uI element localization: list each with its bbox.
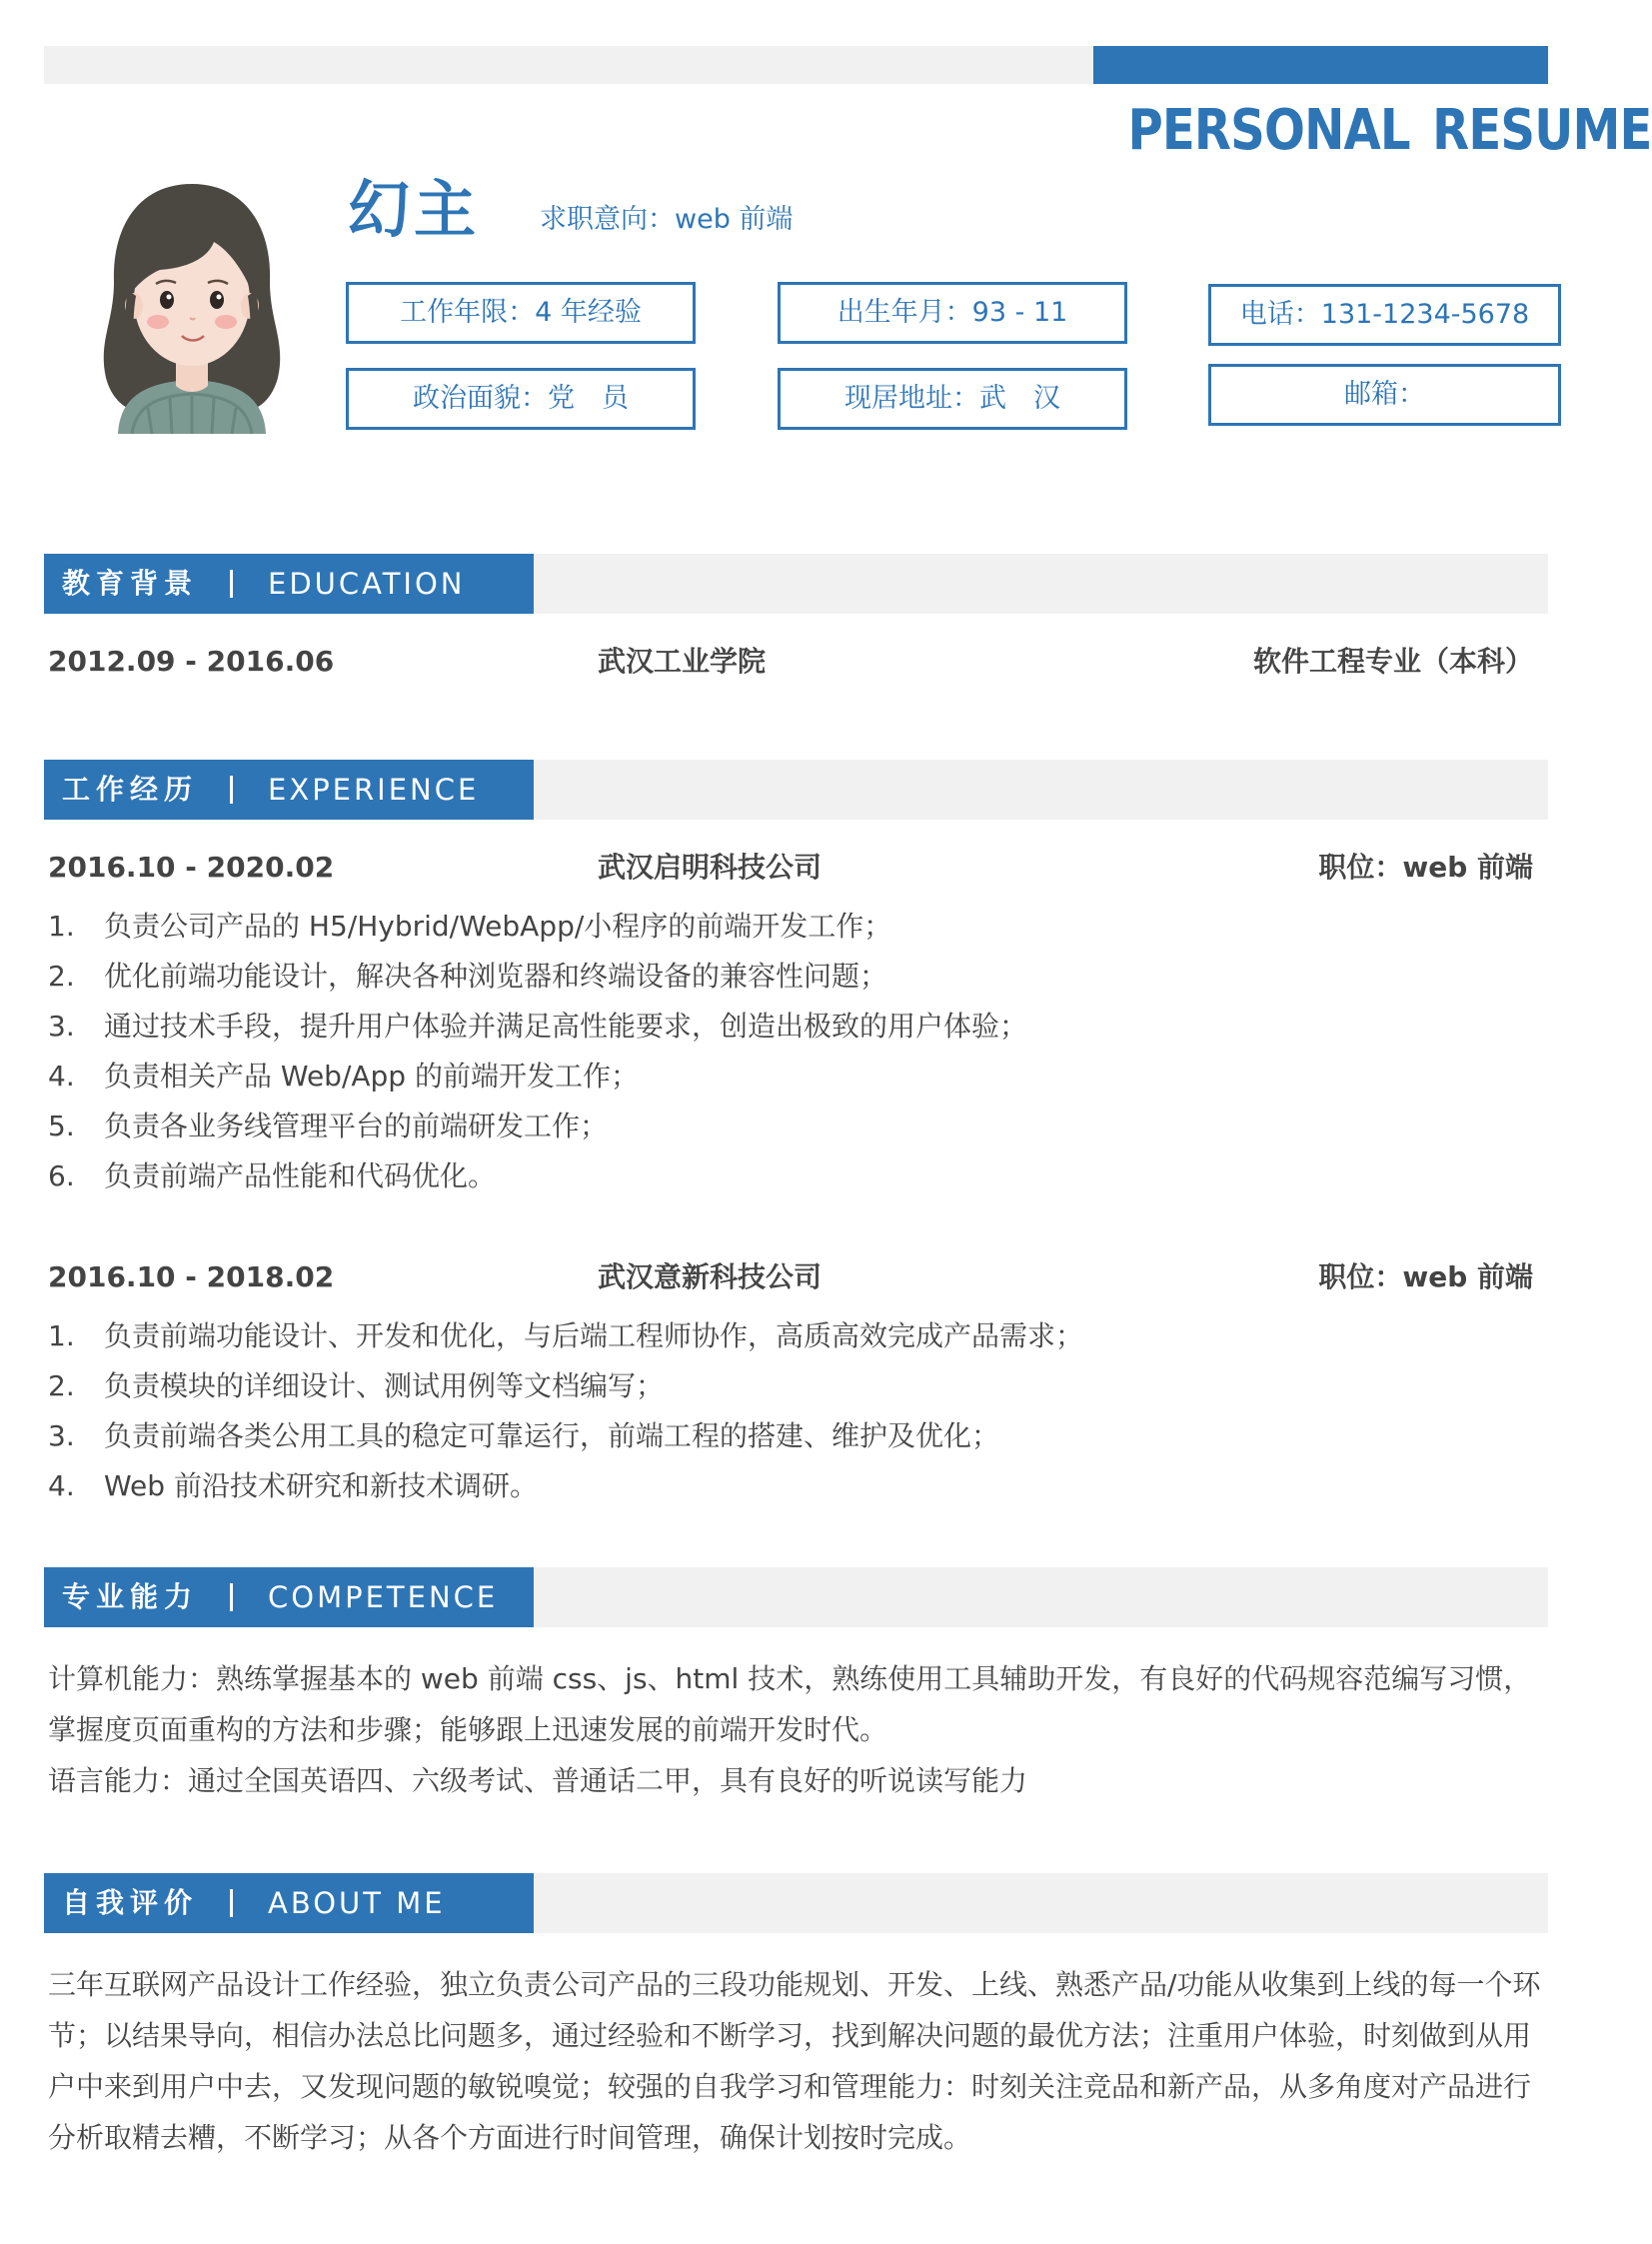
section-title-en: COMPETENCE [268, 1580, 499, 1614]
list-number: 1. [48, 1319, 75, 1352]
job-period: 2016.10 - 2018.02 [48, 1260, 335, 1293]
section-competence [44, 1567, 1548, 1627]
list-text: 优化前端功能设计，解决各种浏览器和终端设备的兼容性问题； [104, 960, 888, 993]
list-number: 2. [48, 1369, 75, 1402]
list-number: 5. [48, 1110, 75, 1142]
list-text: 负责前端功能设计、开发和优化，与后端工程师协作，高质高效完成产品需求； [104, 1319, 1084, 1352]
list-number: 4. [48, 1469, 75, 1502]
list-text: 负责相关产品 Web/App 的前端开发工作； [104, 1060, 639, 1093]
info-politics: 政治面貌：党 员 [346, 368, 696, 430]
list-number: 3. [48, 1419, 75, 1452]
job-period: 2016.10 - 2020.02 [48, 851, 335, 884]
list-item [48, 1102, 608, 1151]
job-intent: 求职意向：web 前端 [540, 204, 794, 235]
section-title-en: EDUCATION [268, 567, 466, 601]
list-number: 1. [48, 910, 75, 943]
list-number: 6. [48, 1159, 75, 1192]
info-email: 邮箱： [1208, 364, 1561, 426]
resume-title-right: RESUME [1432, 98, 1652, 163]
list-text: 负责公司产品的 H5/Hybrid/WebApp/小程序的前端开发工作； [104, 910, 892, 943]
list-item [48, 1411, 999, 1461]
list-item [48, 1361, 664, 1411]
section-title-cn: 教育背景 [62, 567, 199, 600]
competence-computer: 计算机能力：熟练掌握基本的 web 前端 css、js、html 技术，熟练使用工具辅助开发，有良好的代码规容范编写习惯，掌握度页面重构的方法和步骤；能够跟上迅速发展的前端开发时代。 [48, 1662, 1532, 1746]
section-about [44, 1873, 1548, 1933]
section-divider [230, 1583, 233, 1611]
list-text: 负责各业务线管理平台的前端研发工作； [104, 1110, 609, 1142]
section-divider [230, 776, 233, 804]
list-item [48, 952, 887, 1002]
info-experience-years: 工作年限：4 年经验 [346, 282, 696, 344]
job-company: 武汉意新科技公司 [598, 1260, 823, 1293]
section-education-tab [44, 554, 534, 614]
job-position: 职位：web 前端 [1318, 851, 1533, 884]
info-phone: 电话：131-1234-5678 [1208, 284, 1561, 346]
list-text: Web 前沿技术研究和新技术调研。 [104, 1469, 538, 1502]
list-text: 负责前端各类公用工具的稳定可靠运行，前端工程的搭建、维护及优化； [104, 1419, 1000, 1452]
list-text: 负责模块的详细设计、测试用例等文档编写； [104, 1369, 665, 1402]
section-title-cn: 自我评价 [62, 1886, 199, 1919]
list-item [48, 1311, 1083, 1361]
list-item [48, 1461, 538, 1511]
education-school: 武汉工业学院 [598, 645, 767, 678]
section-experience [44, 760, 1548, 820]
list-item [48, 1052, 639, 1102]
candidate-name: 幻主 [348, 173, 481, 246]
resume-title-left: PERSONAL [1127, 98, 1410, 163]
job-position: 职位：web 前端 [1318, 1260, 1533, 1293]
section-title-en: EXPERIENCE [268, 773, 480, 807]
section-title-en: ABOUT ME [268, 1886, 446, 1920]
section-title-cn: 专业能力 [62, 1580, 199, 1613]
section-competence-tab [44, 1567, 534, 1627]
list-item [48, 1002, 1027, 1052]
section-about-tab [44, 1873, 534, 1933]
list-item [48, 902, 891, 952]
job-company: 武汉启明科技公司 [598, 851, 823, 884]
competence-language: 语言能力：通过全国英语四、六级考试、普通话二甲，具有良好的听说读写能力 [48, 1764, 1028, 1797]
list-number: 2. [48, 960, 75, 993]
list-number: 4. [48, 1060, 75, 1093]
section-divider [230, 570, 233, 598]
about-text: 三年互联网产品设计工作经验，独立负责公司产品的三段功能规划、开发、上线、熟悉产品/功能从收集到上线的每一个环节；以结果导向，相信办法总比问题多，通过经验和不断学习，找到解决问题的最优方法；注重用户体验，时刻做到从用户中来到用户中去，又发现问题的敏锐嗅觉；较强的自我学习和管理能力：时刻关注竞品和新产品，从多角度对产品进行分析取精去糟，不断学习；从各个方面进行时间管理，确保计划按时完成。 [48, 1968, 1541, 2154]
info-birth: 出生年月：93 - 11 [778, 282, 1127, 344]
education-major: 软件工程专业（本科） [1252, 645, 1533, 678]
resume-title [1127, 96, 1652, 166]
section-experience-tab [44, 760, 534, 820]
info-address: 现居地址：武 汉 [778, 368, 1127, 430]
header-gray-band [44, 46, 1093, 84]
avatar [92, 172, 292, 434]
list-number: 3. [48, 1010, 75, 1043]
list-text: 通过技术手段，提升用户体验并满足高性能要求，创造出极致的用户体验； [104, 1010, 1028, 1043]
list-item [48, 1151, 496, 1201]
header-blue-band [1093, 46, 1548, 84]
section-divider [230, 1889, 233, 1917]
education-period: 2012.09 - 2016.06 [48, 645, 335, 678]
section-title-cn: 工作经历 [62, 773, 199, 806]
list-text: 负责前端产品性能和代码优化。 [104, 1159, 497, 1192]
section-education [44, 554, 1548, 614]
